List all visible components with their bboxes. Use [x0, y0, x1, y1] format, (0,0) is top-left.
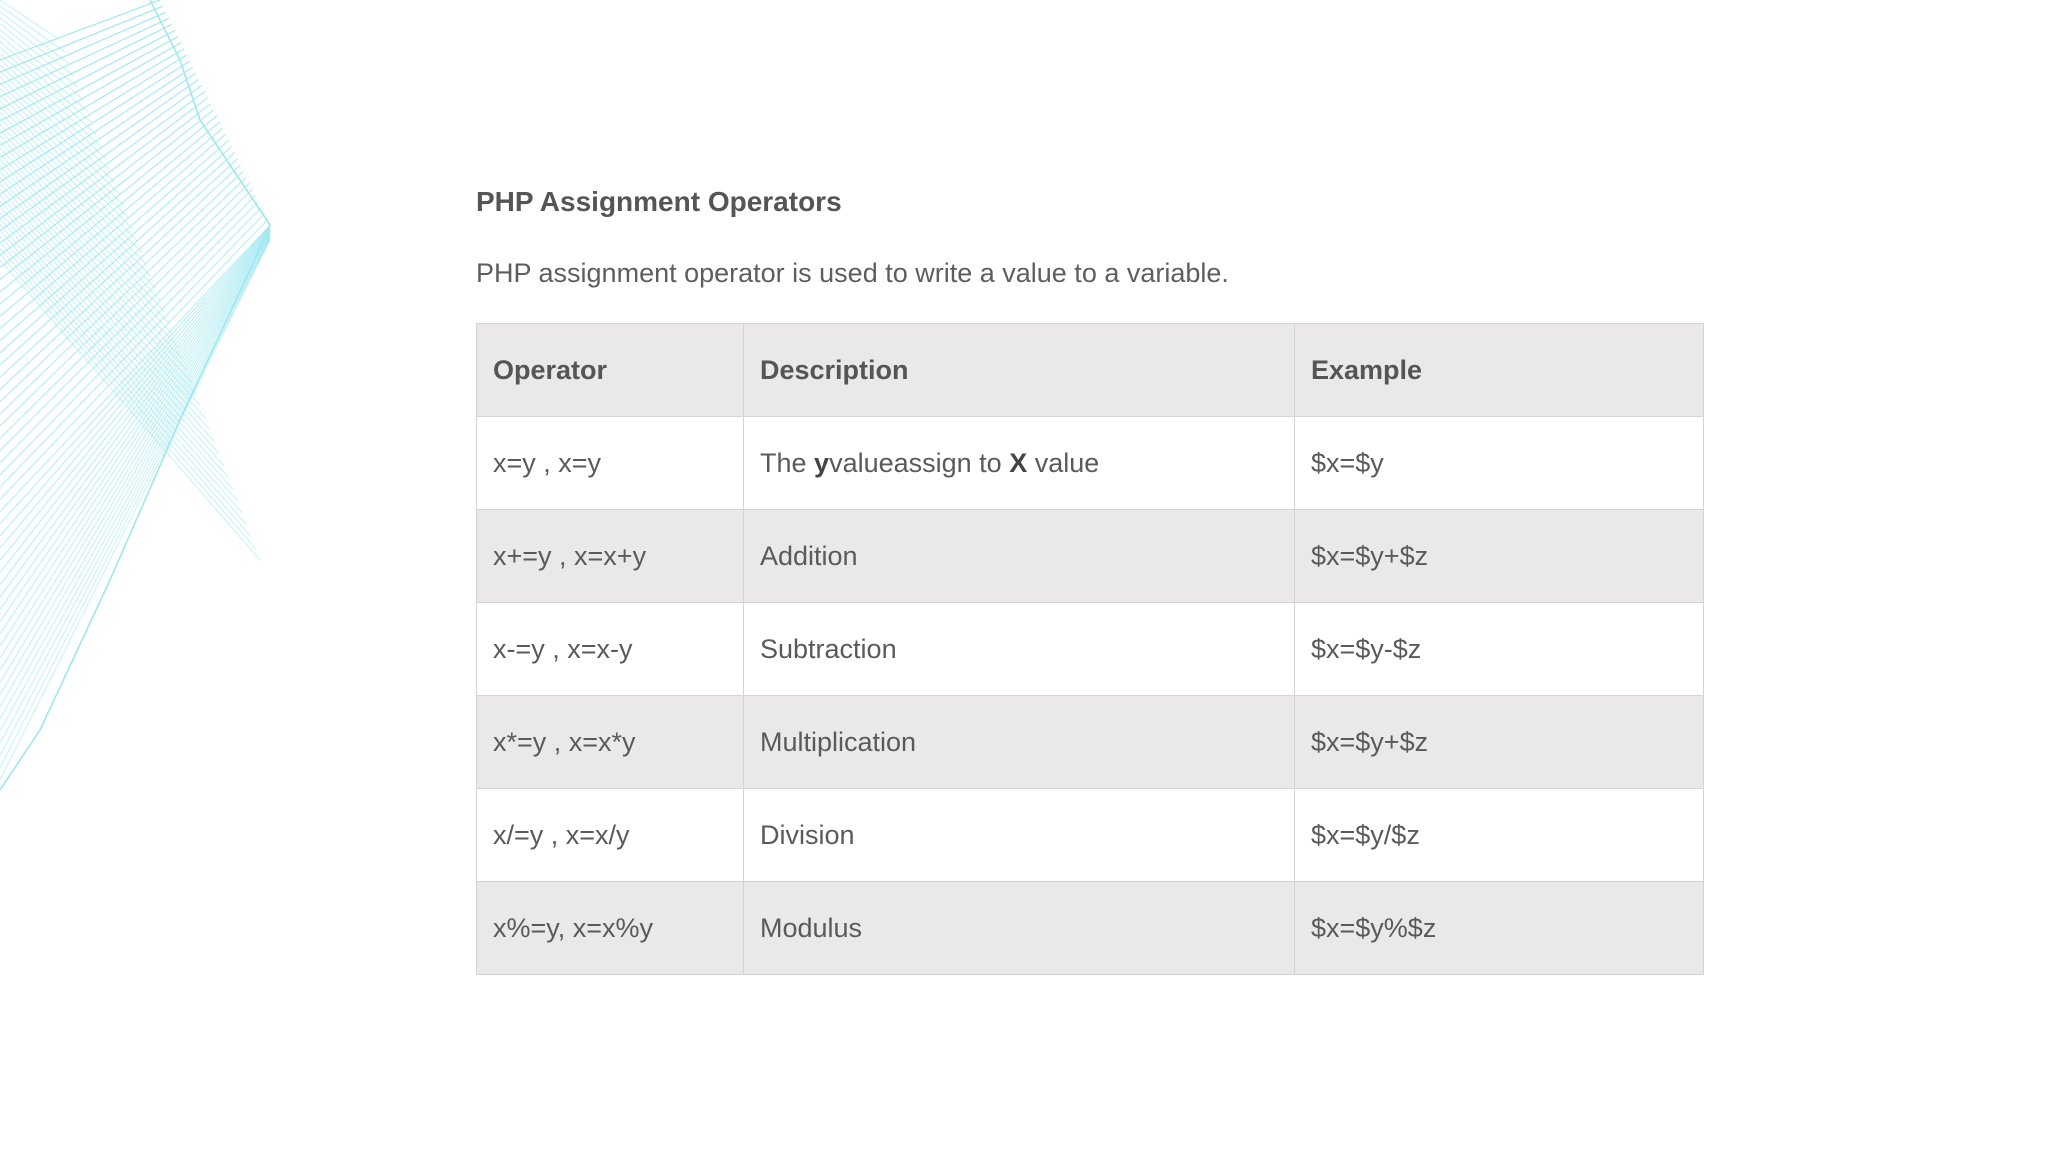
table-row [477, 603, 1704, 696]
cell-description: Modulus [744, 882, 1295, 975]
header-example: Example [1295, 324, 1704, 417]
desc-bold-x: X [1009, 447, 1028, 478]
intro-text: PHP assignment operator is used to write a value to a variable. [476, 258, 1229, 288]
operators-table [476, 323, 1704, 975]
cell-description [744, 417, 1295, 510]
cell-description: Multiplication [744, 696, 1295, 789]
table-row [477, 789, 1704, 882]
header-operator: Operator [477, 324, 744, 417]
cell-operator: x*=y , x=x*y [477, 696, 744, 789]
cell-description: Addition [744, 510, 1295, 603]
cell-example: $x=$y/$z [1295, 789, 1704, 882]
table-row [477, 696, 1704, 789]
table-header-row [477, 324, 1704, 417]
table-row [477, 510, 1704, 603]
cell-example: $x=$y+$z [1295, 696, 1704, 789]
cell-operator: x=y , x=y [477, 417, 744, 510]
cell-example: $x=$y-$z [1295, 603, 1704, 696]
cell-operator: x%=y, x=x%y [477, 882, 744, 975]
desc-post: value [1027, 447, 1100, 478]
page-title: PHP Assignment Operators [476, 186, 842, 217]
cell-example: $x=$y [1295, 417, 1704, 510]
table-row [477, 417, 1704, 510]
cell-description: Division [744, 789, 1295, 882]
cell-description: Subtraction [744, 603, 1295, 696]
desc-pre: The [760, 447, 815, 478]
cell-operator: x/=y , x=x/y [477, 789, 744, 882]
wireframe-decoration [0, 0, 290, 800]
desc-bold-y: y [814, 447, 830, 478]
cell-example: $x=$y%$z [1295, 882, 1704, 975]
header-description: Description [744, 324, 1295, 417]
desc-mid: valueassign to [829, 447, 1010, 478]
cell-example: $x=$y+$z [1295, 510, 1704, 603]
cell-operator: x+=y , x=x+y [477, 510, 744, 603]
table-row [477, 882, 1704, 975]
cell-operator: x-=y , x=x-y [477, 603, 744, 696]
